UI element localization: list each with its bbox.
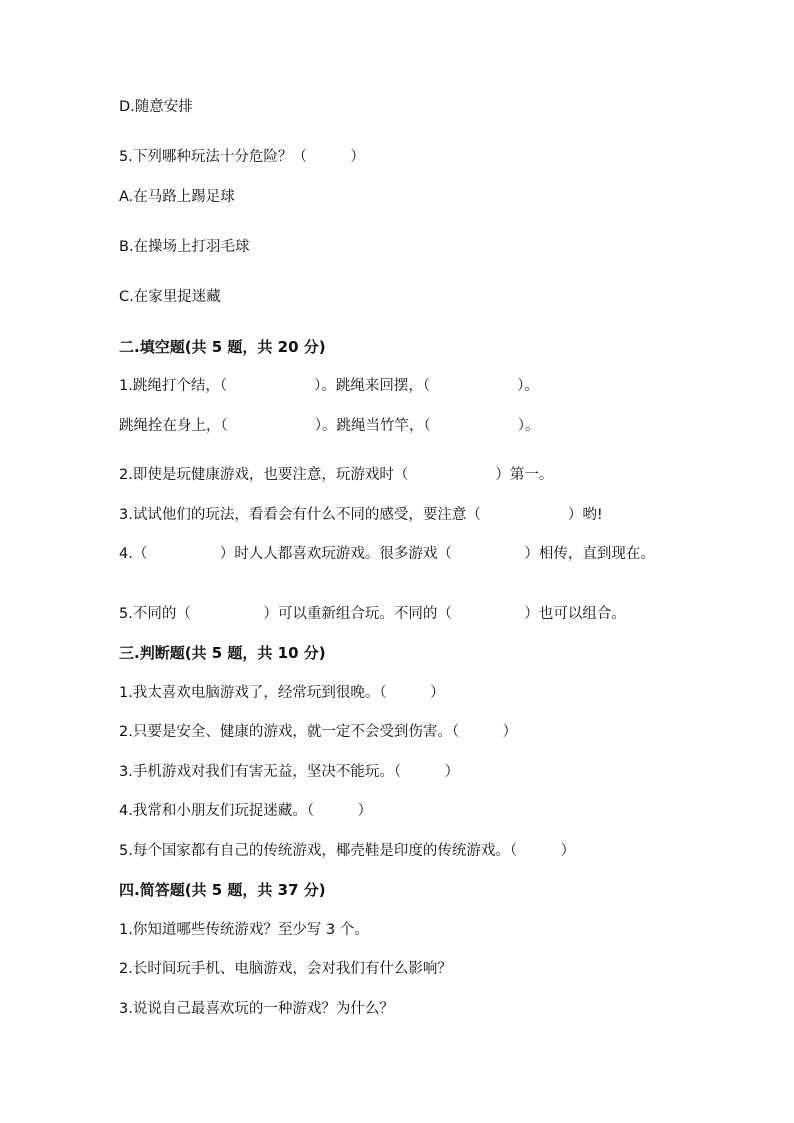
- short-answer-item: 1.你知道哪些传统游戏？至少写 3 个。: [119, 922, 369, 938]
- judge-item: 2.只要是安全、健康的游戏，就一定不会受到伤害。（ ）: [119, 724, 518, 740]
- judge-item: 4.我常和小朋友们玩捉迷藏。（ ）: [119, 803, 373, 819]
- fill-blank-q3: 3.试试他们的玩法，看看会有什么不同的感受，要注意（ ）哟!: [119, 507, 603, 523]
- fill-blank-q2: 2.即使是玩健康游戏，也要注意，玩游戏时（ ）第一。: [119, 467, 554, 483]
- judge-item: 3.手机游戏对我们有害无益，坚决不能玩。（ ）: [119, 764, 460, 780]
- fill-blank-q5: 5.不同的（ ）可以重新组合玩。不同的（ ）也可以组合。: [119, 606, 626, 622]
- option-d: D.随意安排: [119, 99, 193, 115]
- short-answer-item: 3.说说自己最喜欢玩的一种游戏？为什么？: [119, 1001, 394, 1017]
- judge-item: 5.每个国家都有自己的传统游戏，椰壳鞋是印度的传统游戏。（ ）: [119, 843, 576, 859]
- option-b: B.在操场上打羽毛球: [119, 239, 250, 255]
- fill-blank-q1-line1: 1.跳绳打个结，（ ）。跳绳来回摆，（ ）。: [119, 378, 539, 394]
- fill-blank-q1-line2: 跳绳拴在身上，（ ）。跳绳当竹竿，（ ）。: [119, 418, 540, 434]
- option-a: A.在马路上踢足球: [119, 189, 235, 205]
- section-short-answer-title: 四.简答题(共 5 题，共 37 分): [119, 881, 326, 899]
- fill-blank-q4: 4.（ ）时人人都喜欢玩游戏。很多游戏（ ）相传，直到现在。: [119, 546, 655, 562]
- question-5: 5.下列哪种玩法十分危险？（ ）: [119, 149, 365, 165]
- section-judge-title: 三.判断题(共 5 题，共 10 分): [119, 644, 326, 662]
- section-fill-blank-title: 二.填空题(共 5 题，共 20 分): [119, 338, 326, 356]
- option-c: C.在家里捉迷藏: [119, 289, 221, 305]
- short-answer-item: 2.长时间玩手机、电脑游戏，会对我们有什么影响？: [119, 961, 452, 977]
- judge-item: 1.我太喜欢电脑游戏了，经常玩到很晚。（ ）: [119, 685, 445, 701]
